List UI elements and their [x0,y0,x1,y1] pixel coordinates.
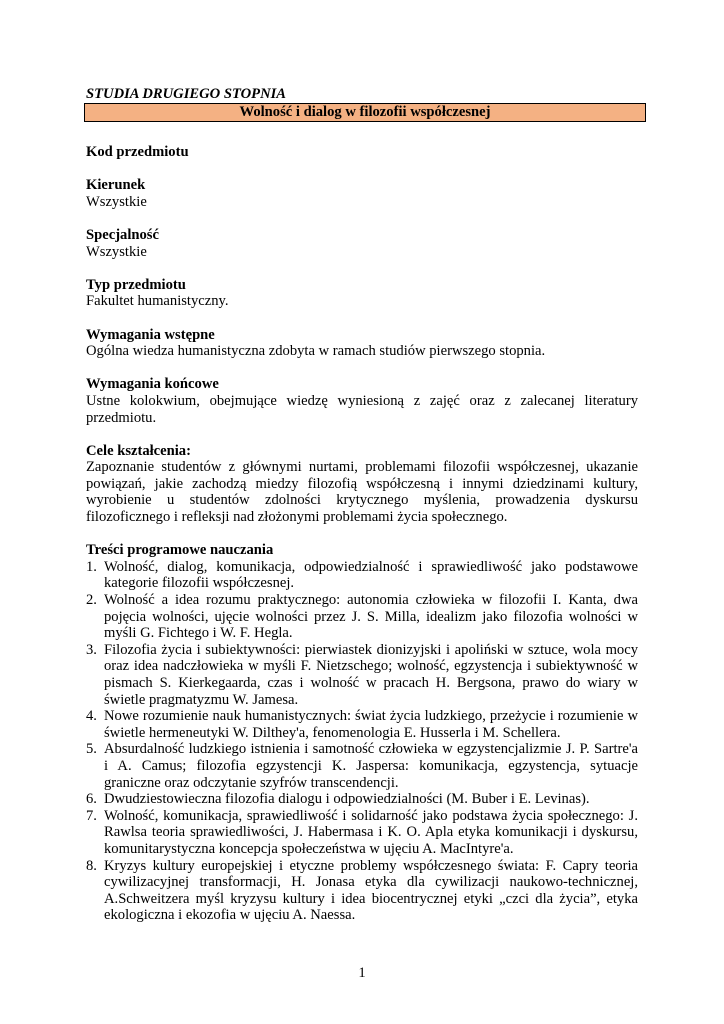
list-item-number: 2. [86,592,97,609]
section-title: Wymagania końcowe [86,376,219,393]
section-wymagania-koncowe [86,376,638,426]
section-title: Specjalność [86,226,159,243]
page-number: 1 [358,965,366,981]
section-title: Kod przedmiotu [86,144,189,160]
section-title: Cele kształcenia: [86,442,191,459]
list-item-text: Wolność, komunikacja, sprawiedliwość i solidarność jako podstawa życia społecznego: J. Rawlsa teoria sprawiedliwości, J. Habermasa i K. O. Apla etyka komunikacji i dyskursu, komunitarystyczna koncepcja społeczeństwa w ujęciu A. MacIntyre'a. [104,807,638,857]
document-page [86,86,638,924]
section-text: Wszystkie [86,193,147,210]
section-text: Fakultet humanistyczny. [86,293,229,310]
study-level-heading: STUDIA DRUGIEGO STOPNIA [86,86,287,102]
list-item-text: Nowe rozumienie nauk humanistycznych: świat życia ludzkiego, przeżycie i rozumienie w świetle hermeneutyki W. Dilthey'a, fenomenologia E. Husserla i M. Schellera. [104,708,638,741]
section-cele-ksztalcenia [86,443,638,526]
list-item [86,791,638,808]
list-item [86,708,638,741]
list-item-number: 7. [86,807,97,824]
section-text: Ogólna wiedza humanistyczna zdobyta w ramach studiów pierwszego stopnia. [86,343,546,360]
section-kod-przedmiotu [86,144,638,161]
list-item-number: 4. [86,708,97,725]
list-item [86,741,638,791]
section-text: Zapoznanie studentów z głównymi nurtami, problemami filozofii współczesnej, ukazanie powiązań, jakie zachodzą miedzy filozofią współczesną i innymi dziedzinami kultury, wyrobienie u studentów zdolności krytycznego myślenia, prowadzenia dyskursu filozoficznego i refleksji nad złożonymi problemami życia społecznego. [86,459,638,526]
list-item-text: Dwudziestowieczna filozofia dialogu i odpowiedzialności (M. Buber i E. Levinas). [104,791,590,808]
section-tresci-programowe [86,542,638,924]
section-specjalnosc [86,227,638,260]
list-item-text: Wolność a idea rozumu praktycznego: autonomia człowieka w filozofii I. Kanta, dwa pojęcia wolności, ujęcie wolności przez J. S. Milla, idealizm jako filozofia wolności w myśli G. Fichtego i W. F. Hegla. [104,592,638,642]
section-wymagania-wstepne [86,327,638,360]
program-content-list [86,559,638,924]
list-item-text: Wolność, dialog, komunikacja, odpowiedzialność i sprawiedliwość jako podstawowe kategorie filozofii współczesnej. [104,558,638,592]
section-title: Wymagania wstępne [86,326,215,343]
section-kierunek [86,177,638,210]
list-item [86,592,638,642]
section-title: Typ przedmiotu [86,276,186,293]
list-item [86,858,638,924]
section-typ-przedmiotu [86,277,638,310]
list-item [86,559,638,592]
list-item [86,808,638,858]
section-title: Treści programowe nauczania [86,542,274,559]
section-title: Kierunek [86,177,146,194]
list-item-text: Absurdalność ludzkiego istnienia i samotność człowieka w egzystencjalizmie J. P. Sartre'a i A. Camus; filozofia egzystencji K. Jaspersa: komunikacja, egzystencja, sytuacje graniczne oraz odczytanie szyfrów transcendencji. [104,741,638,791]
section-text: Ustne kolokwium, obejmujące wiedzę wyniesioną z zajęć oraz z zalecanej literatury przedmiotu. [86,392,638,426]
list-item-text: Filozofia życia i subiektywności: pierwiastek dionizyjski i apoliński w sztuce, wola mocy oraz idea nadczłowieka w myśli F. Nietzschego; wolność, egzystencja i subiektywność w pismach S. Kierkegaarda, czas i wolność w pracach H. Bergsona, prawo do wiary w świetle pragmatyzmu W. Jamesa. [104,641,638,708]
list-item-number: 5. [86,741,97,758]
list-item-text: Kryzys kultury europejskiej i etyczne problemy współczesnego świata: F. Capry teoria cywilizacyjnej transformacji, H. Jonasa etyka dla cywilizacji naukowo-technicznej, A.Schweitzera myśl kryzysu kultury i idea biocentrycznej etyki „czci dla życia”, etyka ekologiczna i ekozofia w ujęciu A. Naessa. [104,857,638,924]
list-item-number: 3. [86,641,97,658]
section-text: Wszystkie [86,243,147,260]
list-item-number: 6. [86,791,97,808]
list-item-number: 8. [86,857,97,874]
list-item [86,642,638,708]
list-item-number: 1. [86,558,97,575]
course-title-banner: Wolność i dialog w filozofii współczesnej [84,103,646,122]
